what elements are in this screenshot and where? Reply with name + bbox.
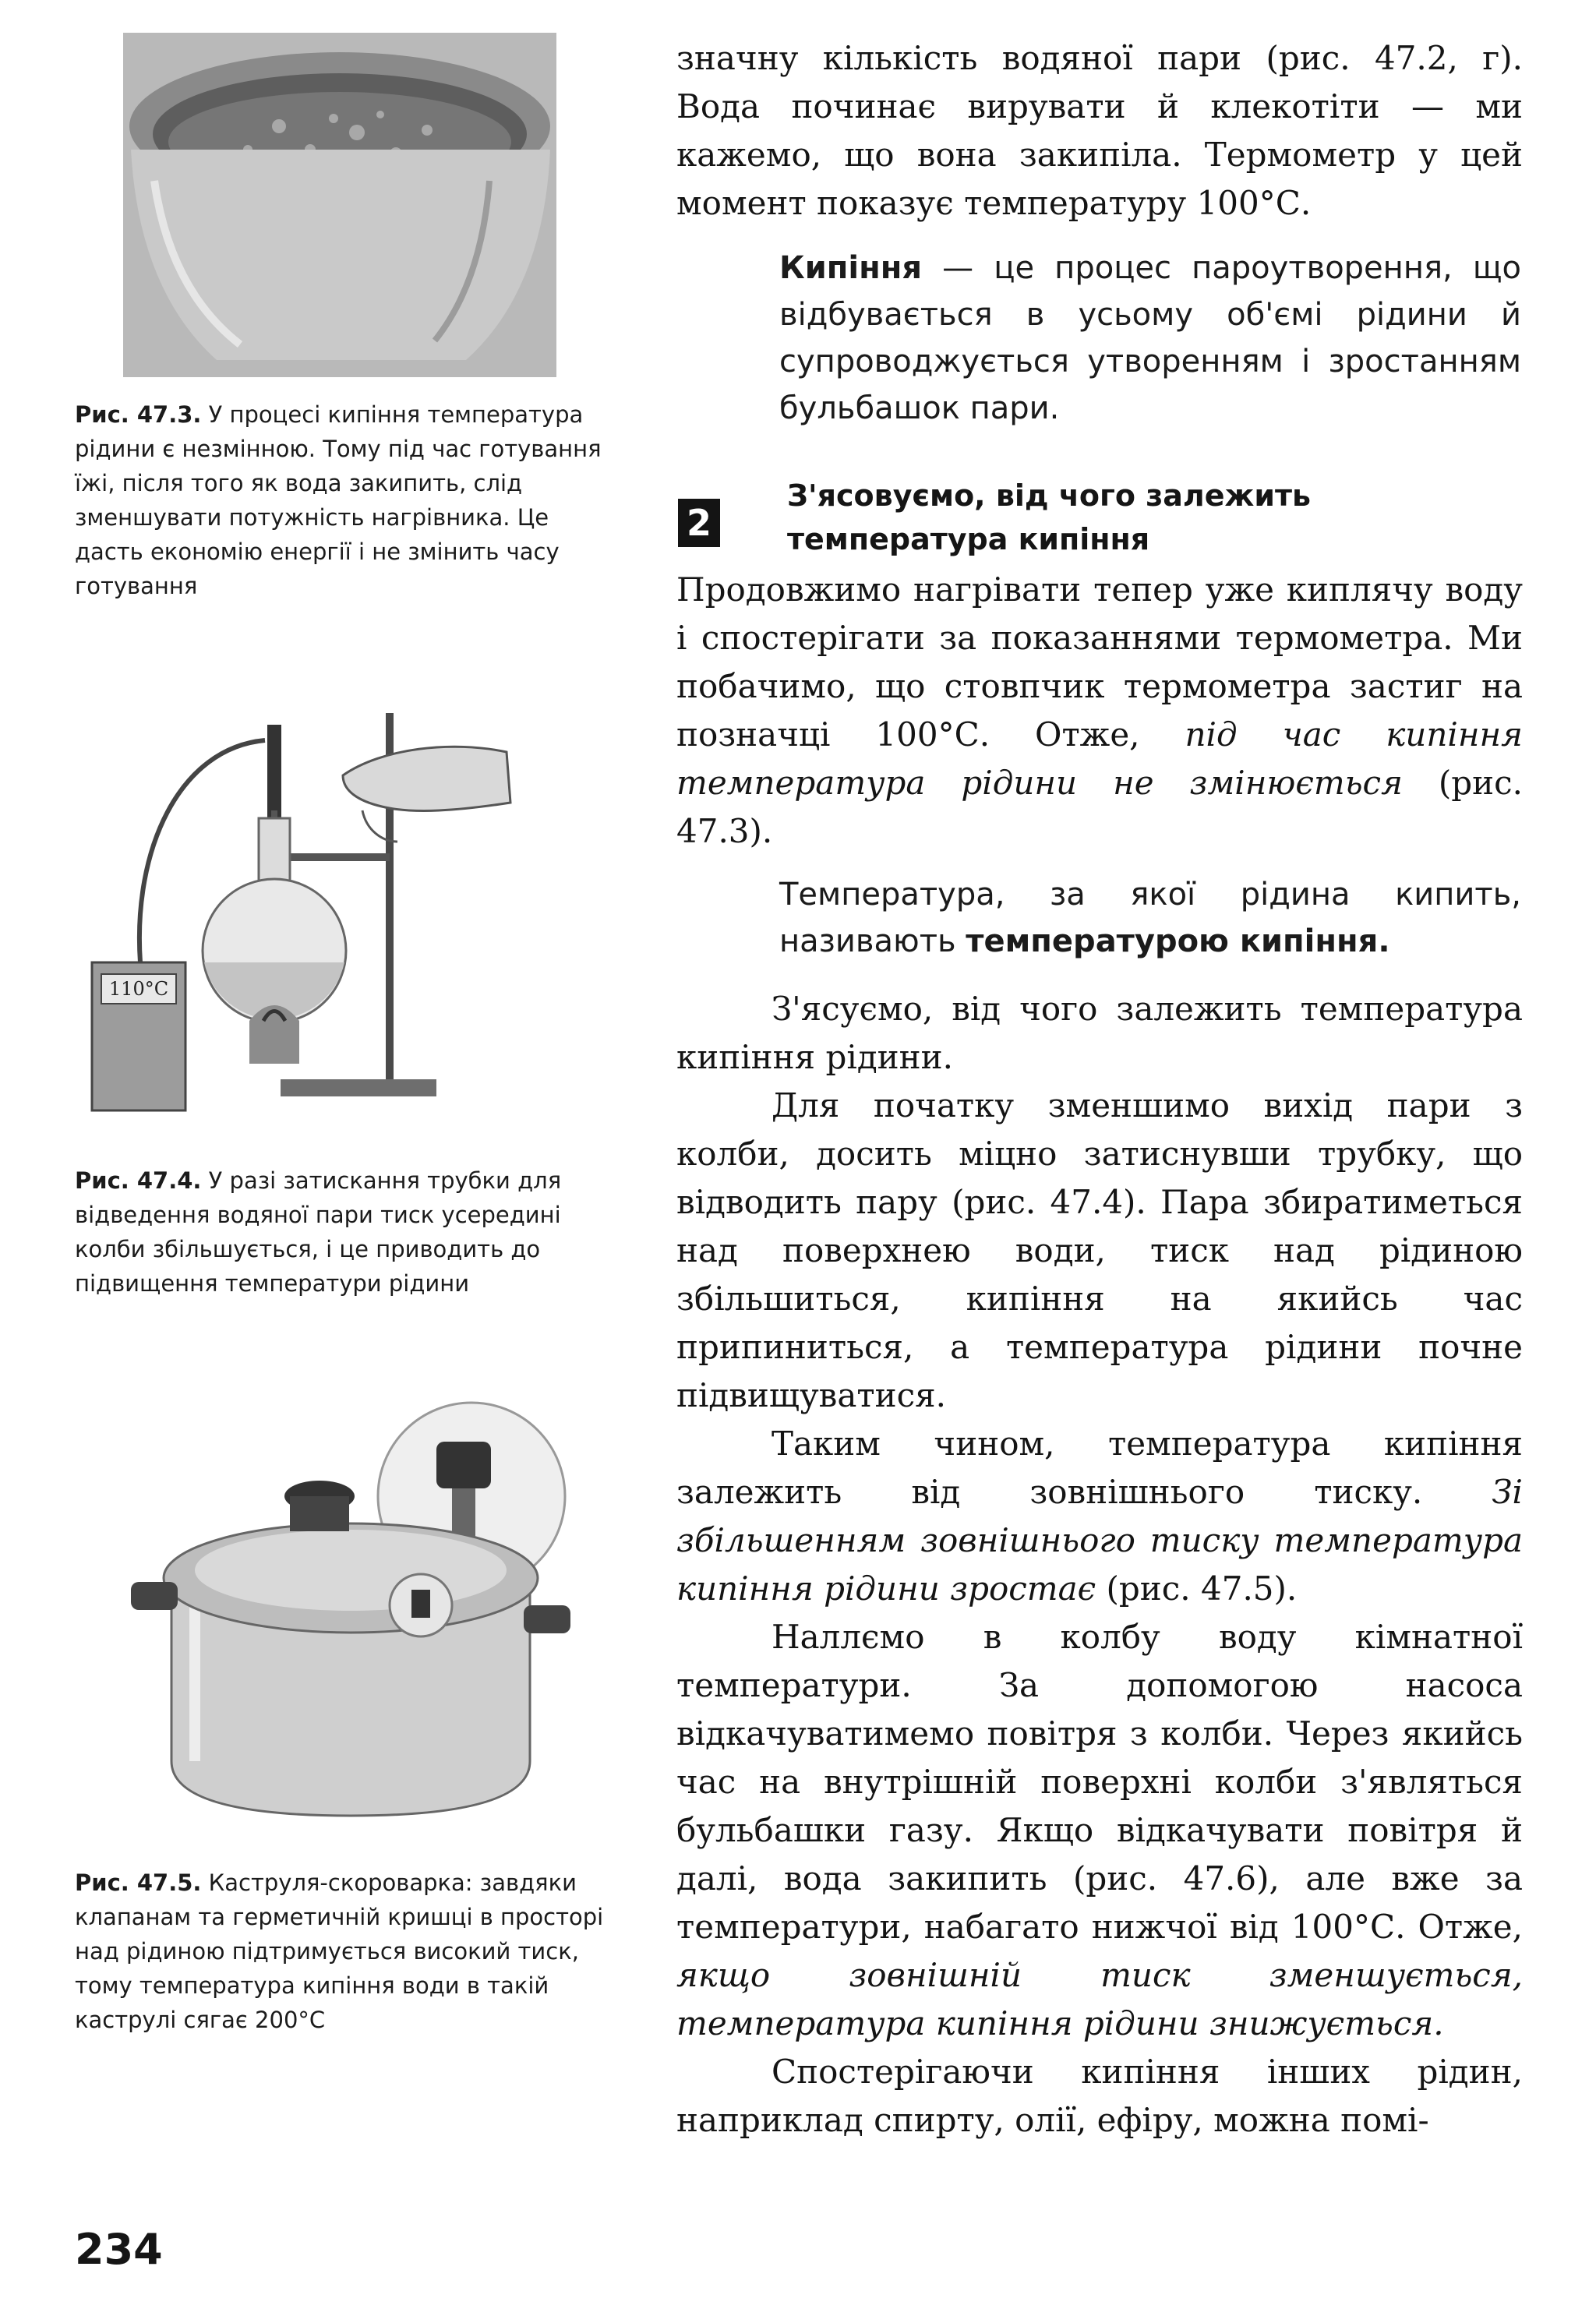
- paragraph-2-start: Продовжимо нагрівати тепер уже киплячу воду і спостерігати за показаннями термометра. Ми побачимо, що стовпчик термометра застиг на позначці 100°С. Отже,: [676, 570, 1523, 754]
- definition-boiling-point-term: температурою кипіння.: [966, 923, 1390, 959]
- flask-setup-illustration: [86, 694, 538, 1122]
- figure-47-5-number: Рис. 47.5.: [75, 1869, 202, 1896]
- paragraph-5-start: Таким чином, температура кипіння залежить від зовнішнього тиску.: [676, 1425, 1523, 1511]
- figure-47-3-caption: [75, 397, 613, 603]
- definition-boiling-text: — це процес пароутворення, що відбувається в усьому об'ємі рідини й супроводжується утворенням і зростанням бульбашок пари.: [779, 250, 1521, 426]
- figure-47-3-text: У процесі кипіння температура рідини є незмінною. Тому під час готування їжі, після того як вода закипить, слід зменшувати потужність нагрівника. Це дасть економію енергії і не змінить часу готування: [75, 401, 602, 599]
- thermometer-display-reading: 110°С: [108, 978, 169, 1000]
- figure-47-4-text: У разі затискання трубки для відведення водяної пари тиск усередині колби збільшується, і це приводить до підвищення температури рідини: [75, 1167, 562, 1297]
- paragraph-5-end: (рис. 47.5).: [1096, 1569, 1298, 1608]
- paragraph-6-emphasis: якщо зовнішній тиск зменшується, температура кипіння рідини знижується.: [676, 1956, 1523, 2042]
- paragraph-5-emphasis: Зі збільшенням зовнішнього тиску температура кипіння рідини зростає: [676, 1473, 1523, 1608]
- paragraph-5: [676, 1420, 1523, 1613]
- figure-47-4-caption: [75, 1163, 613, 1301]
- definition-boiling-term: Кипіння: [779, 250, 923, 286]
- paragraph-6: [676, 1613, 1523, 2048]
- figure-47-3-number: Рис. 47.3.: [75, 401, 202, 428]
- paragraph-6-start: Наллємо в колбу воду кімнатної температури. За допомогою насоса відкачуватимемо повітря з колби. Через якийсь час на внутрішній поверхні колби з'являться бульбашки газу. Якщо відкачувати повітря й далі, вода закипить (рис. 47.6), але вже за температури, набагато нижчої від 100°С. Отже,: [676, 1618, 1523, 1946]
- main-text-block: [676, 985, 1523, 2145]
- paragraph-2-block: [676, 566, 1523, 856]
- paragraph-3: З'ясуємо, від чого залежить температура кипіння рідини.: [676, 990, 1523, 1076]
- paragraph-4: Для початку зменшимо вихід пари з колби, досить міцно затиснувши трубку, що відводить пару (рис. 47.4). Пара збиратиметься над поверхнею води, тиск над рідиною збільшиться, кипіння на якийсь час припиниться, а температура рідини почне підвищуватися.: [676, 1086, 1523, 1414]
- paragraph-2: [676, 566, 1523, 856]
- page-number: 234: [75, 2225, 163, 2274]
- figure-47-4-number: Рис. 47.4.: [75, 1167, 202, 1194]
- figure-47-5-text: Каструля-скороварка: завдяки клапанам та герметичній кришці в просторі над рідиною підтримується високий тиск, тому температура кипіння води в такій каструлі сягає 200°С: [75, 1869, 604, 2033]
- definition-boiling-point: [779, 871, 1521, 965]
- boiling-pot-photo: [123, 33, 556, 377]
- paragraph-2-emphasis: під час кипіння температура рідини не змінюється: [676, 715, 1523, 802]
- section-heading: З'ясовуємо, від чого залежить температура кипіння: [787, 478, 1312, 556]
- paragraph-1-block: [676, 34, 1523, 228]
- section-number-badge: 2: [678, 499, 720, 547]
- paragraph-7: Спостерігаючи кипіння інших рідин, наприклад спирту, олії, ефіру, можна помі-: [676, 2053, 1523, 2139]
- definition-boiling-point-text: Температура, за якої рідина кипить, називають: [779, 877, 1521, 959]
- paragraph-2-end: (рис. 47.3).: [676, 764, 1523, 850]
- figure-47-5-caption: [75, 1866, 620, 2037]
- paragraph-1: значну кількість водяної пари (рис. 47.2, г). Вода починає вирувати й клекотіти — ми кажемо, що вона закипіла. Термометр у цей момент показує температуру 100°С.: [676, 39, 1523, 222]
- definition-boiling: [779, 245, 1521, 432]
- pressure-cooker-illustration: [125, 1395, 577, 1839]
